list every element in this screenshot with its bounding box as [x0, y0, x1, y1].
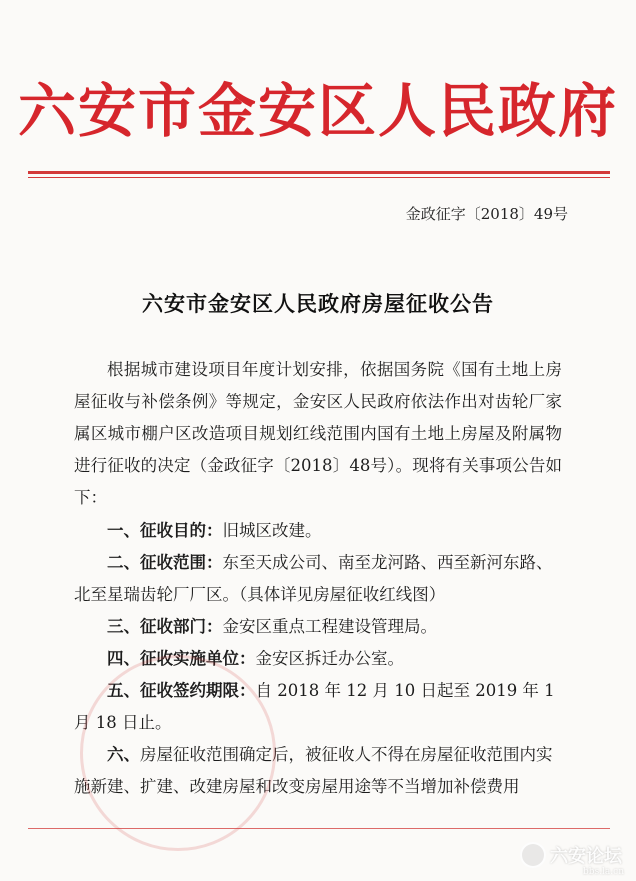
header-red-rule: [28, 171, 610, 174]
notice-title: 六安市金安区人民政府房屋征收公告: [142, 291, 494, 316]
notice-item-label: 二、征收范围：: [107, 553, 223, 572]
header-red-rule-thin: [28, 177, 610, 178]
issuer-header: 六安市金安区人民政府: [17, 77, 618, 145]
notice-intro: 根据城市建设项目年度计划安排，依据国务院《国有土地上房屋征收与补偿条例》等规定，金安区人民政府依法作出对齿轮厂家属区城市棚户区改造项目规划红线范围内国有土地上房屋及附属物进行征收的决定（金政征字〔2018〕48号）。现将有关事项公告如下：: [74, 360, 562, 507]
notice-item: [74, 515, 562, 547]
notice-item-label: 五、征收签约期限：: [107, 681, 256, 700]
notice-item-text: 旧城区改建。: [222, 521, 322, 540]
notice-item-text: 东至天成公司、南至龙河路、西至新河东路、北至星瑞齿轮厂厂区。（具体详见房屋征收红线图）: [74, 553, 553, 604]
watermark-logo-icon: [520, 842, 546, 868]
bottom-red-rule: [28, 828, 610, 829]
faint-seal-stamp: [80, 655, 276, 851]
notice-item-text: 自 2018 年 12 月 10 日起至 2019 年 1 月 18 日止。: [74, 681, 555, 732]
notice-item-text: 金安区重点工程建设管理局。: [222, 617, 437, 636]
notice-item-text: 房屋征收范围确定后，被征收人不得在房屋征收范围内实施新建、扩建、改建房屋和改变房屋用途等不当增加补偿费用: [74, 745, 553, 796]
forum-watermark: [520, 842, 622, 868]
notice-item: [74, 547, 562, 611]
notice-item-label: 四、征收实施单位：: [107, 649, 256, 668]
watermark-text: 六安论坛: [550, 846, 622, 867]
notice-item: [74, 611, 562, 643]
watermark-url: bbs.la.cn: [583, 867, 624, 877]
notice-item-label: 三、征收部门：: [107, 617, 223, 636]
notice-item-label: 六、: [107, 745, 140, 764]
document-number: 金政征字〔2018〕49号: [405, 205, 568, 223]
notice-item-label: 一、征收目的：: [107, 521, 223, 540]
notice-item-text: 金安区拆迁办公室。: [255, 649, 404, 668]
